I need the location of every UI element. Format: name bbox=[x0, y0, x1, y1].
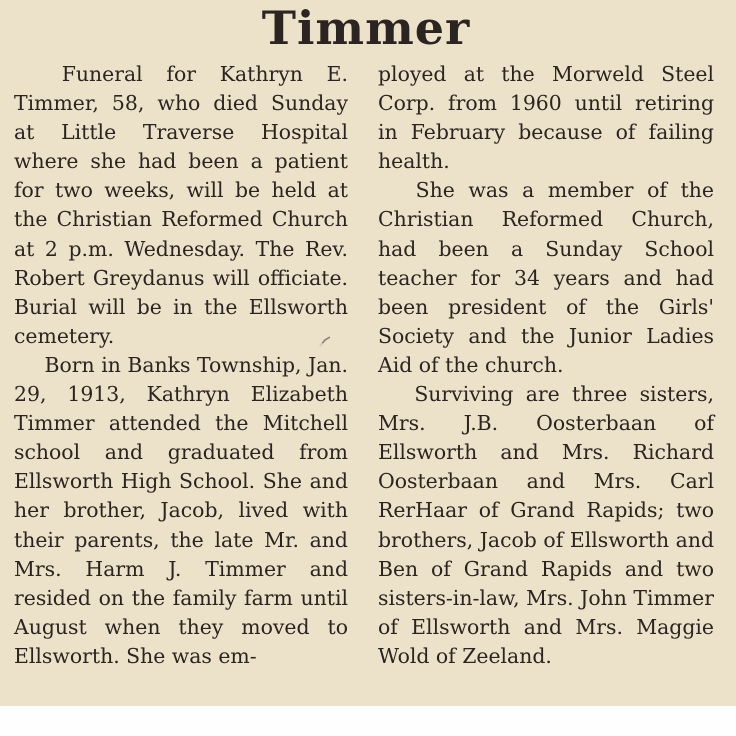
article-column-right bbox=[378, 60, 714, 671]
text-line: Mrs. Harm J. Timmer and bbox=[14, 556, 348, 581]
text-line: Ellsworth and Ben of Grand bbox=[378, 527, 715, 581]
text-line: Church at 2 p.m. Wednesday. bbox=[14, 207, 348, 261]
article-paragraph-funeral bbox=[14, 60, 348, 351]
text-line: Jan. 29, 1913, Kathryn bbox=[14, 352, 349, 407]
text-line: ployed at the Morweld Steel bbox=[378, 62, 714, 86]
text-line: in February because of failing bbox=[378, 120, 714, 145]
text-line: the Christian Reformed bbox=[14, 207, 263, 232]
text-line: Rapids and two sisters-in-law, bbox=[378, 556, 714, 610]
text-line: the Mitchell school and bbox=[14, 411, 348, 465]
article-paragraph-church bbox=[378, 176, 714, 380]
article-column-left bbox=[14, 60, 348, 671]
text-line: resided on the family farm bbox=[14, 585, 293, 610]
text-line: where she had been a patient bbox=[14, 149, 348, 174]
text-line: for two weeks, will be held at bbox=[14, 178, 348, 203]
text-line: health. bbox=[378, 149, 450, 174]
text-line: at Little Traverse Hospital bbox=[14, 120, 348, 145]
text-line: brother, Jacob, lived with bbox=[63, 498, 348, 523]
text-line: Surviving are three sisters, bbox=[414, 382, 714, 407]
text-line: to Ellsworth. She was em- bbox=[14, 614, 348, 668]
text-line: Funeral for Kathryn E. bbox=[61, 62, 349, 86]
text-line: Corp. from 1960 until retiring bbox=[378, 91, 714, 116]
text-line: Wold of Zeeland. bbox=[378, 643, 552, 668]
text-line: until August when they moved bbox=[14, 585, 349, 639]
text-line: Elizabeth Timmer attended bbox=[14, 382, 348, 436]
text-line: Society and the Junior Ladies bbox=[378, 323, 714, 348]
text-line: Aid of the church. bbox=[378, 352, 564, 377]
article-paragraph-employment bbox=[378, 60, 714, 176]
text-line: the Ellsworth cemetery. bbox=[14, 294, 348, 348]
text-line: Mrs. John Timmer of bbox=[378, 585, 714, 639]
text-line: Timmer, 58, who died Sunday bbox=[14, 91, 348, 116]
scan-margin bbox=[0, 706, 736, 736]
text-line: teacher for 34 years and had bbox=[378, 265, 714, 290]
pencil-mark-icon bbox=[318, 334, 332, 348]
text-line: Christian Reformed Church, bbox=[378, 207, 714, 232]
text-line: Ellsworth and Mrs. Maggie bbox=[411, 614, 714, 639]
article-paragraph-biography bbox=[14, 351, 348, 671]
text-line: had been a Sunday School bbox=[378, 236, 714, 261]
text-line: will officiate. Burial will be in bbox=[14, 265, 348, 319]
text-line: their parents, the late Mr. and bbox=[14, 527, 348, 552]
text-line: She was a member of the bbox=[415, 178, 714, 203]
obituary-headline: Timmer bbox=[261, 1, 471, 55]
text-line: The Rev. Robert Greydanus bbox=[14, 236, 348, 290]
text-line: Ellsworth and Mrs. Richard bbox=[378, 440, 714, 465]
text-line: two brothers, Jacob of bbox=[378, 498, 714, 552]
text-line: RerHaar of Grand Rapids; bbox=[378, 498, 665, 523]
text-line: Mrs. J.B. Oosterbaan of bbox=[378, 411, 714, 436]
text-line: Oosterbaan and Mrs. Carl bbox=[378, 469, 714, 494]
text-line: High School. She and her bbox=[14, 469, 348, 523]
text-line: Born in Banks Township, bbox=[44, 352, 302, 377]
article-paragraph-survivors bbox=[378, 380, 714, 671]
text-line: graduated from Ellsworth bbox=[14, 440, 348, 494]
text-line: been president of the Girls' bbox=[378, 294, 714, 319]
